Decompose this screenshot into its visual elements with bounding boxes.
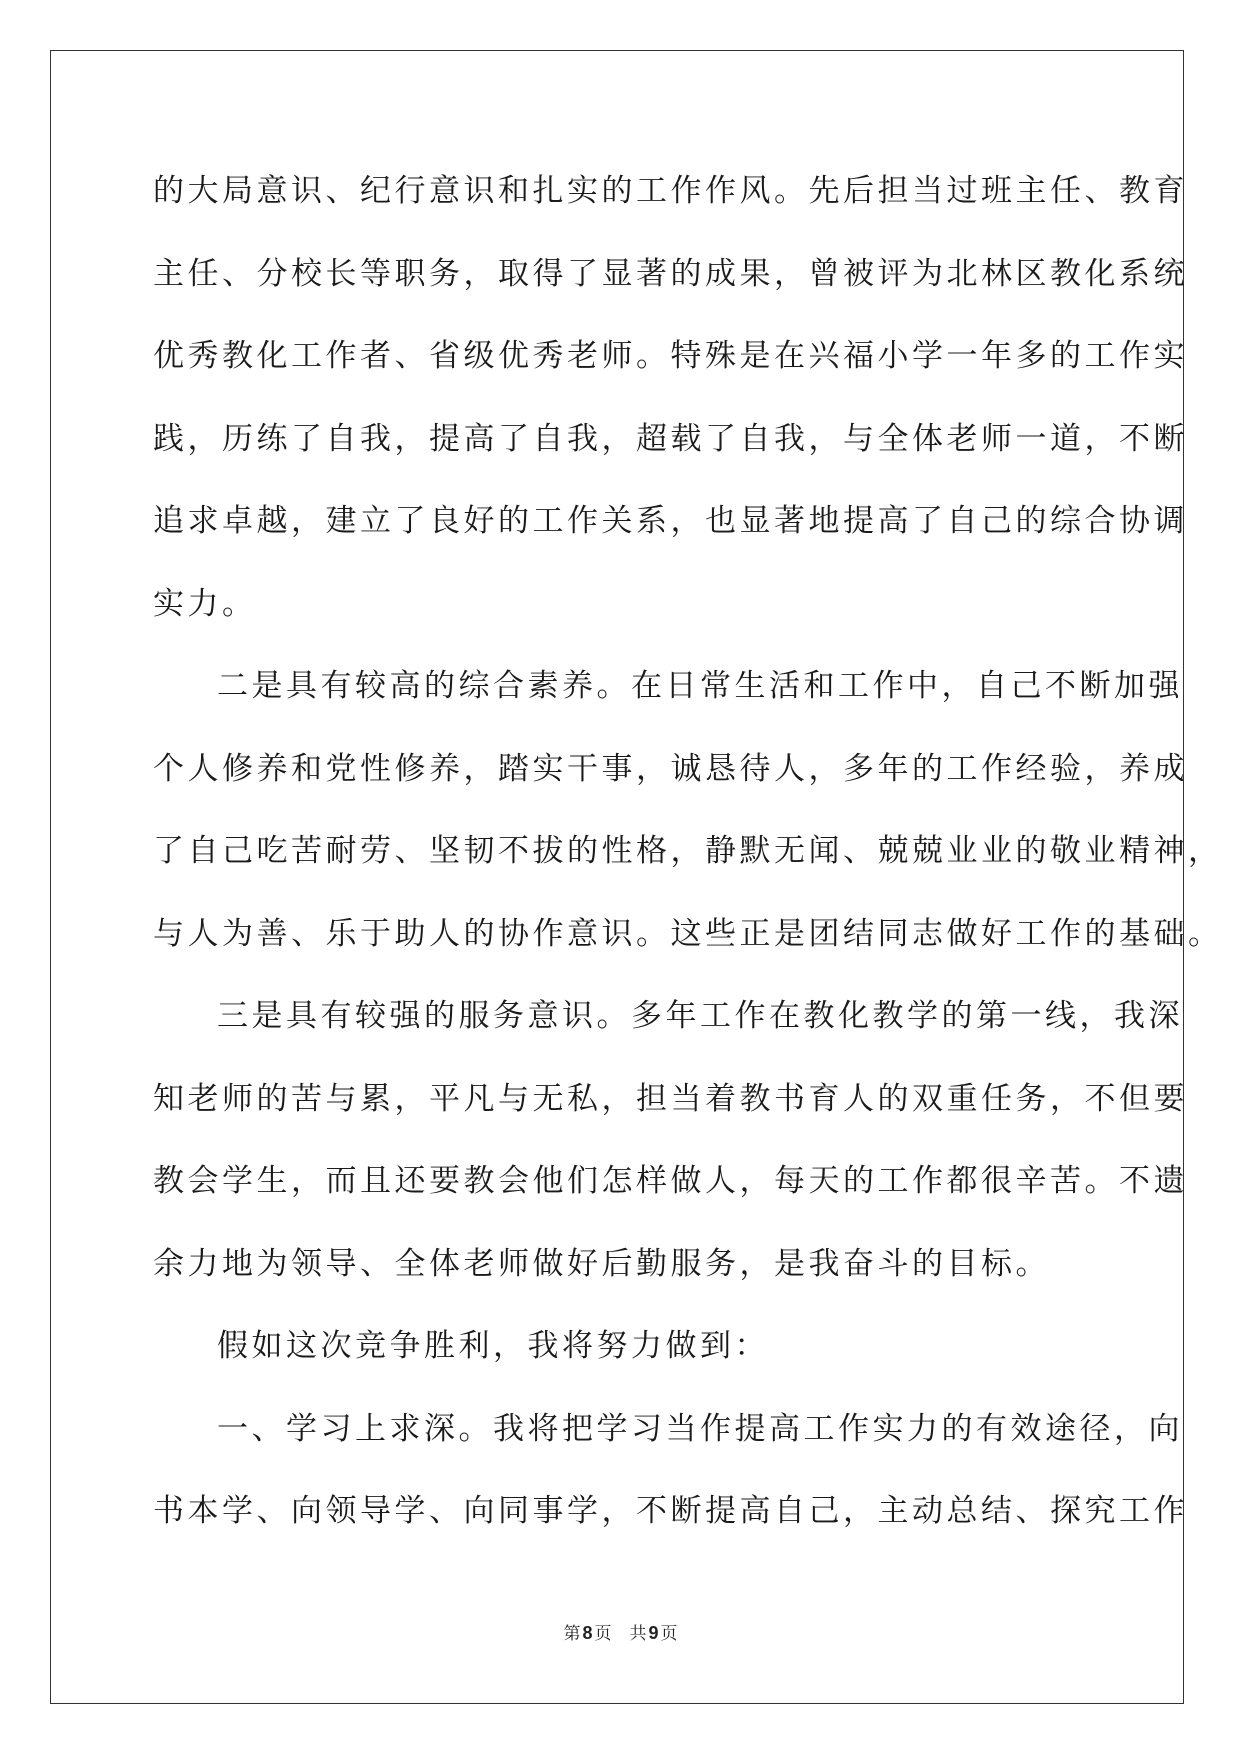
current-page-number: 8 (582, 1623, 593, 1643)
text-line: 知老师的苦与累，平凡与无私，担当着教书育人的双重任务，不但要 (153, 1080, 1188, 1117)
paragraph-start-line: 三是具有较强的服务意识。多年工作在教化教学的第一线，我深 (217, 998, 1183, 1034)
total-label-prefix: 共 (629, 1624, 647, 1644)
page-footer (0, 1619, 1241, 1644)
page-label-prefix: 第 (563, 1624, 581, 1644)
paragraph-start-line: 一、学习上求深。我将把学习当作提高工作实力的有效途径，向 (217, 1410, 1183, 1447)
paragraph-start-line: 二是具有较高的综合素养。在日常生活和工作中，自己不断加强 (217, 668, 1183, 704)
document-body (153, 150, 1223, 1553)
text-line: 个人修养和党性修养，踏实干事，诚恳待人，多年的工作经验，养成 (153, 750, 1188, 787)
text-line: 书本学、向领导学、向同事学，不断提高自己，主动总结、探究工作 (153, 1493, 1188, 1529)
paragraph-start-line: 假如这次竞争胜利，我将努力做到： (217, 1328, 769, 1364)
page-label-suffix: 页 (594, 1624, 612, 1644)
text-line: 教会学生，而且还要教会他们怎样做人，每天的工作都很辛苦。不遗 (153, 1163, 1188, 1199)
text-line: 余力地为领导、全体老师做好后勤服务，是我奋斗的目标。 (153, 1245, 1050, 1282)
text-line: 优秀教化工作者、省级优秀老师。特殊是在兴福小学一年多的工作实 (153, 338, 1188, 374)
text-line: 了自己吃苦耐劳、坚韧不拔的性格，静默无闻、兢兢业业的敬业精神， (153, 833, 1223, 869)
total-page-number: 9 (648, 1623, 659, 1643)
text-line: 与人为善、乐于助人的协作意识。这些正是团结同志做好工作的基础。 (153, 915, 1223, 952)
text-line: 主任、分校长等职务，取得了显著的成果，曾被评为北林区教化系统 (153, 255, 1188, 292)
text-line: 追求卓越，建立了良好的工作关系，也显著地提高了自己的综合协调 (153, 503, 1188, 539)
text-line: 践，历练了自我，提高了自我，超载了自我，与全体老师一道，不断 (153, 420, 1188, 457)
text-line: 的大局意识、纪行意识和扎实的工作作风。先后担当过班主任、教育 (153, 173, 1188, 209)
total-label-suffix: 页 (660, 1624, 678, 1644)
text-line: 实力。 (153, 585, 257, 622)
